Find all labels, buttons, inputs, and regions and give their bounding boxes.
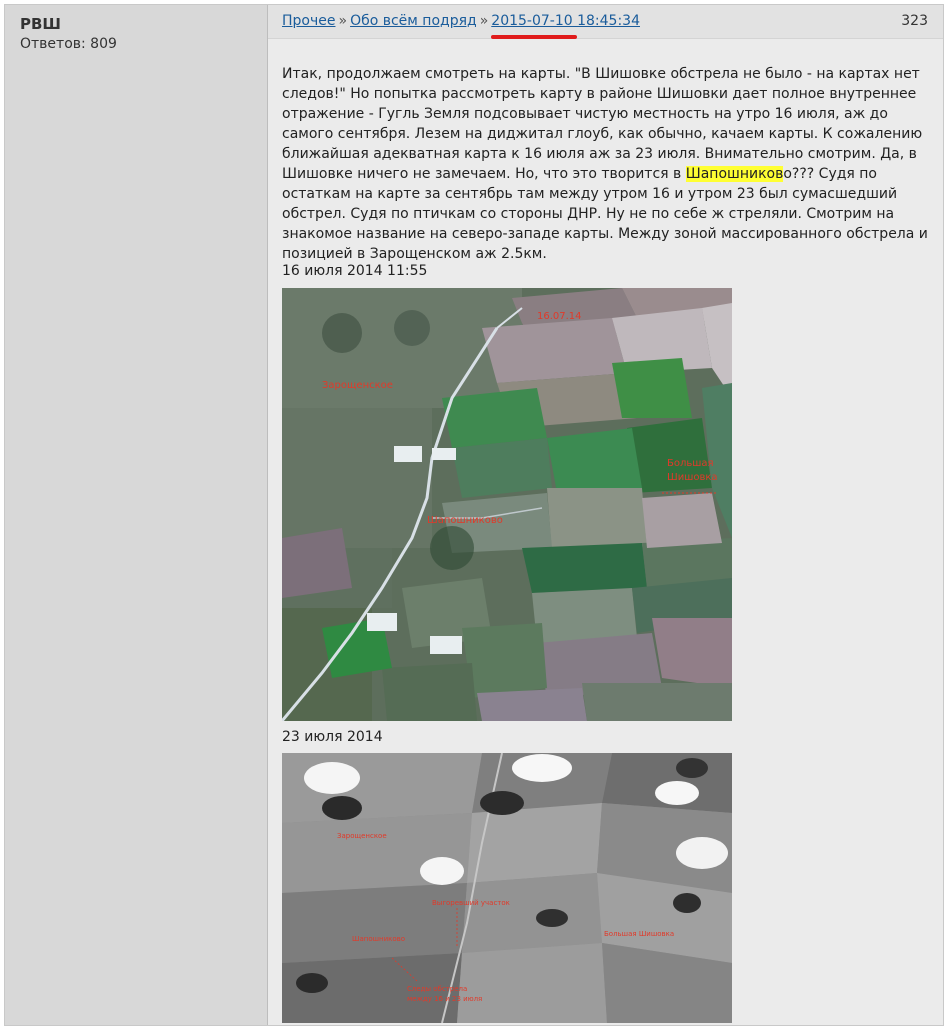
- map1-label-b-shishovka-1: Большая: [667, 458, 714, 469]
- image-caption-1: 16 июля 2014 11:55: [282, 263, 428, 279]
- satellite-map-2: [282, 753, 732, 1023]
- red-marker-underline: [491, 35, 577, 39]
- author-panel: [5, 5, 268, 1025]
- satellite-map-1: [282, 288, 732, 721]
- map2-label-traces-2: между 16 и 23 июля: [407, 995, 483, 1003]
- post-text: [282, 64, 934, 264]
- map1-label-b-shishovka-2: Шишовка: [667, 472, 718, 483]
- map2-label-burned: Выгоревший участок: [432, 899, 510, 907]
- forum-post: [4, 4, 944, 1026]
- map2-label-shaposhnikovo: Шапошниково: [352, 935, 406, 943]
- satellite-image-july-16[interactable]: [282, 288, 732, 721]
- breadcrumb-separator: »: [338, 13, 348, 29]
- map2-label-traces-1: Следы обстрела: [407, 985, 468, 993]
- author-name[interactable]: РВШ: [20, 15, 61, 33]
- post-text-part2: о??? Судя по остаткам на карте за сентябрь там между утром 16 и утром 23 был сумасшедший обстрел. Судя по птичкам со стороны ДНР. Ну не по себе ж стреляли. Смотрим на знакомое название на северо-западе карты. Между зоной массированного обстрела и позицией в Зарощенском аж 2.5км.: [282, 166, 928, 262]
- post-number: 323: [901, 13, 928, 29]
- breadcrumb-separator: »: [479, 13, 489, 29]
- search-highlight: Шапошников: [685, 166, 784, 182]
- post-text-part1: Итак, продолжаем смотреть на карты. "В Шишовке обстрела не было - на картах нет следов!" Но попытка рассмотреть карту в районе Шишовки дает полное внутреннее отражение - Гугль Земля подсовывает чистую местность на утро 16 июля, аж до самого сентября. Лезем на диджитал глоуб, как обычно, качаем карты. К сожалению ближайшая адекватная карта к 16 июля аж за 23 июля. Внимательно смотрим. Да, в Шишовке ничего не замечаем. Но, что это творится в: [282, 66, 923, 182]
- satellite-image-july-23[interactable]: [282, 753, 732, 1023]
- map2-label-zaroshchenskoe: Зарощенское: [337, 832, 387, 840]
- image-caption-2: 23 июля 2014: [282, 729, 383, 745]
- author-reply-count: Ответов: 809: [20, 36, 117, 52]
- breadcrumb-link-topic[interactable]: Обо всём подряд: [350, 13, 477, 29]
- map1-date-label: 16.07.14: [537, 311, 582, 322]
- map2-label-b-shishovka: Большая Шишовка: [604, 930, 675, 938]
- post-header: [268, 5, 943, 39]
- map1-label-zaroshchenskoe: Зарощенское: [322, 380, 393, 391]
- map1-label-shaposhnikovo: Шапошниково: [427, 515, 503, 526]
- breadcrumb-link-misc[interactable]: Прочее: [282, 13, 336, 29]
- post-timestamp-link[interactable]: 2015-07-10 18:45:34: [491, 13, 640, 29]
- breadcrumb: [282, 13, 640, 29]
- post-body: [268, 5, 943, 1025]
